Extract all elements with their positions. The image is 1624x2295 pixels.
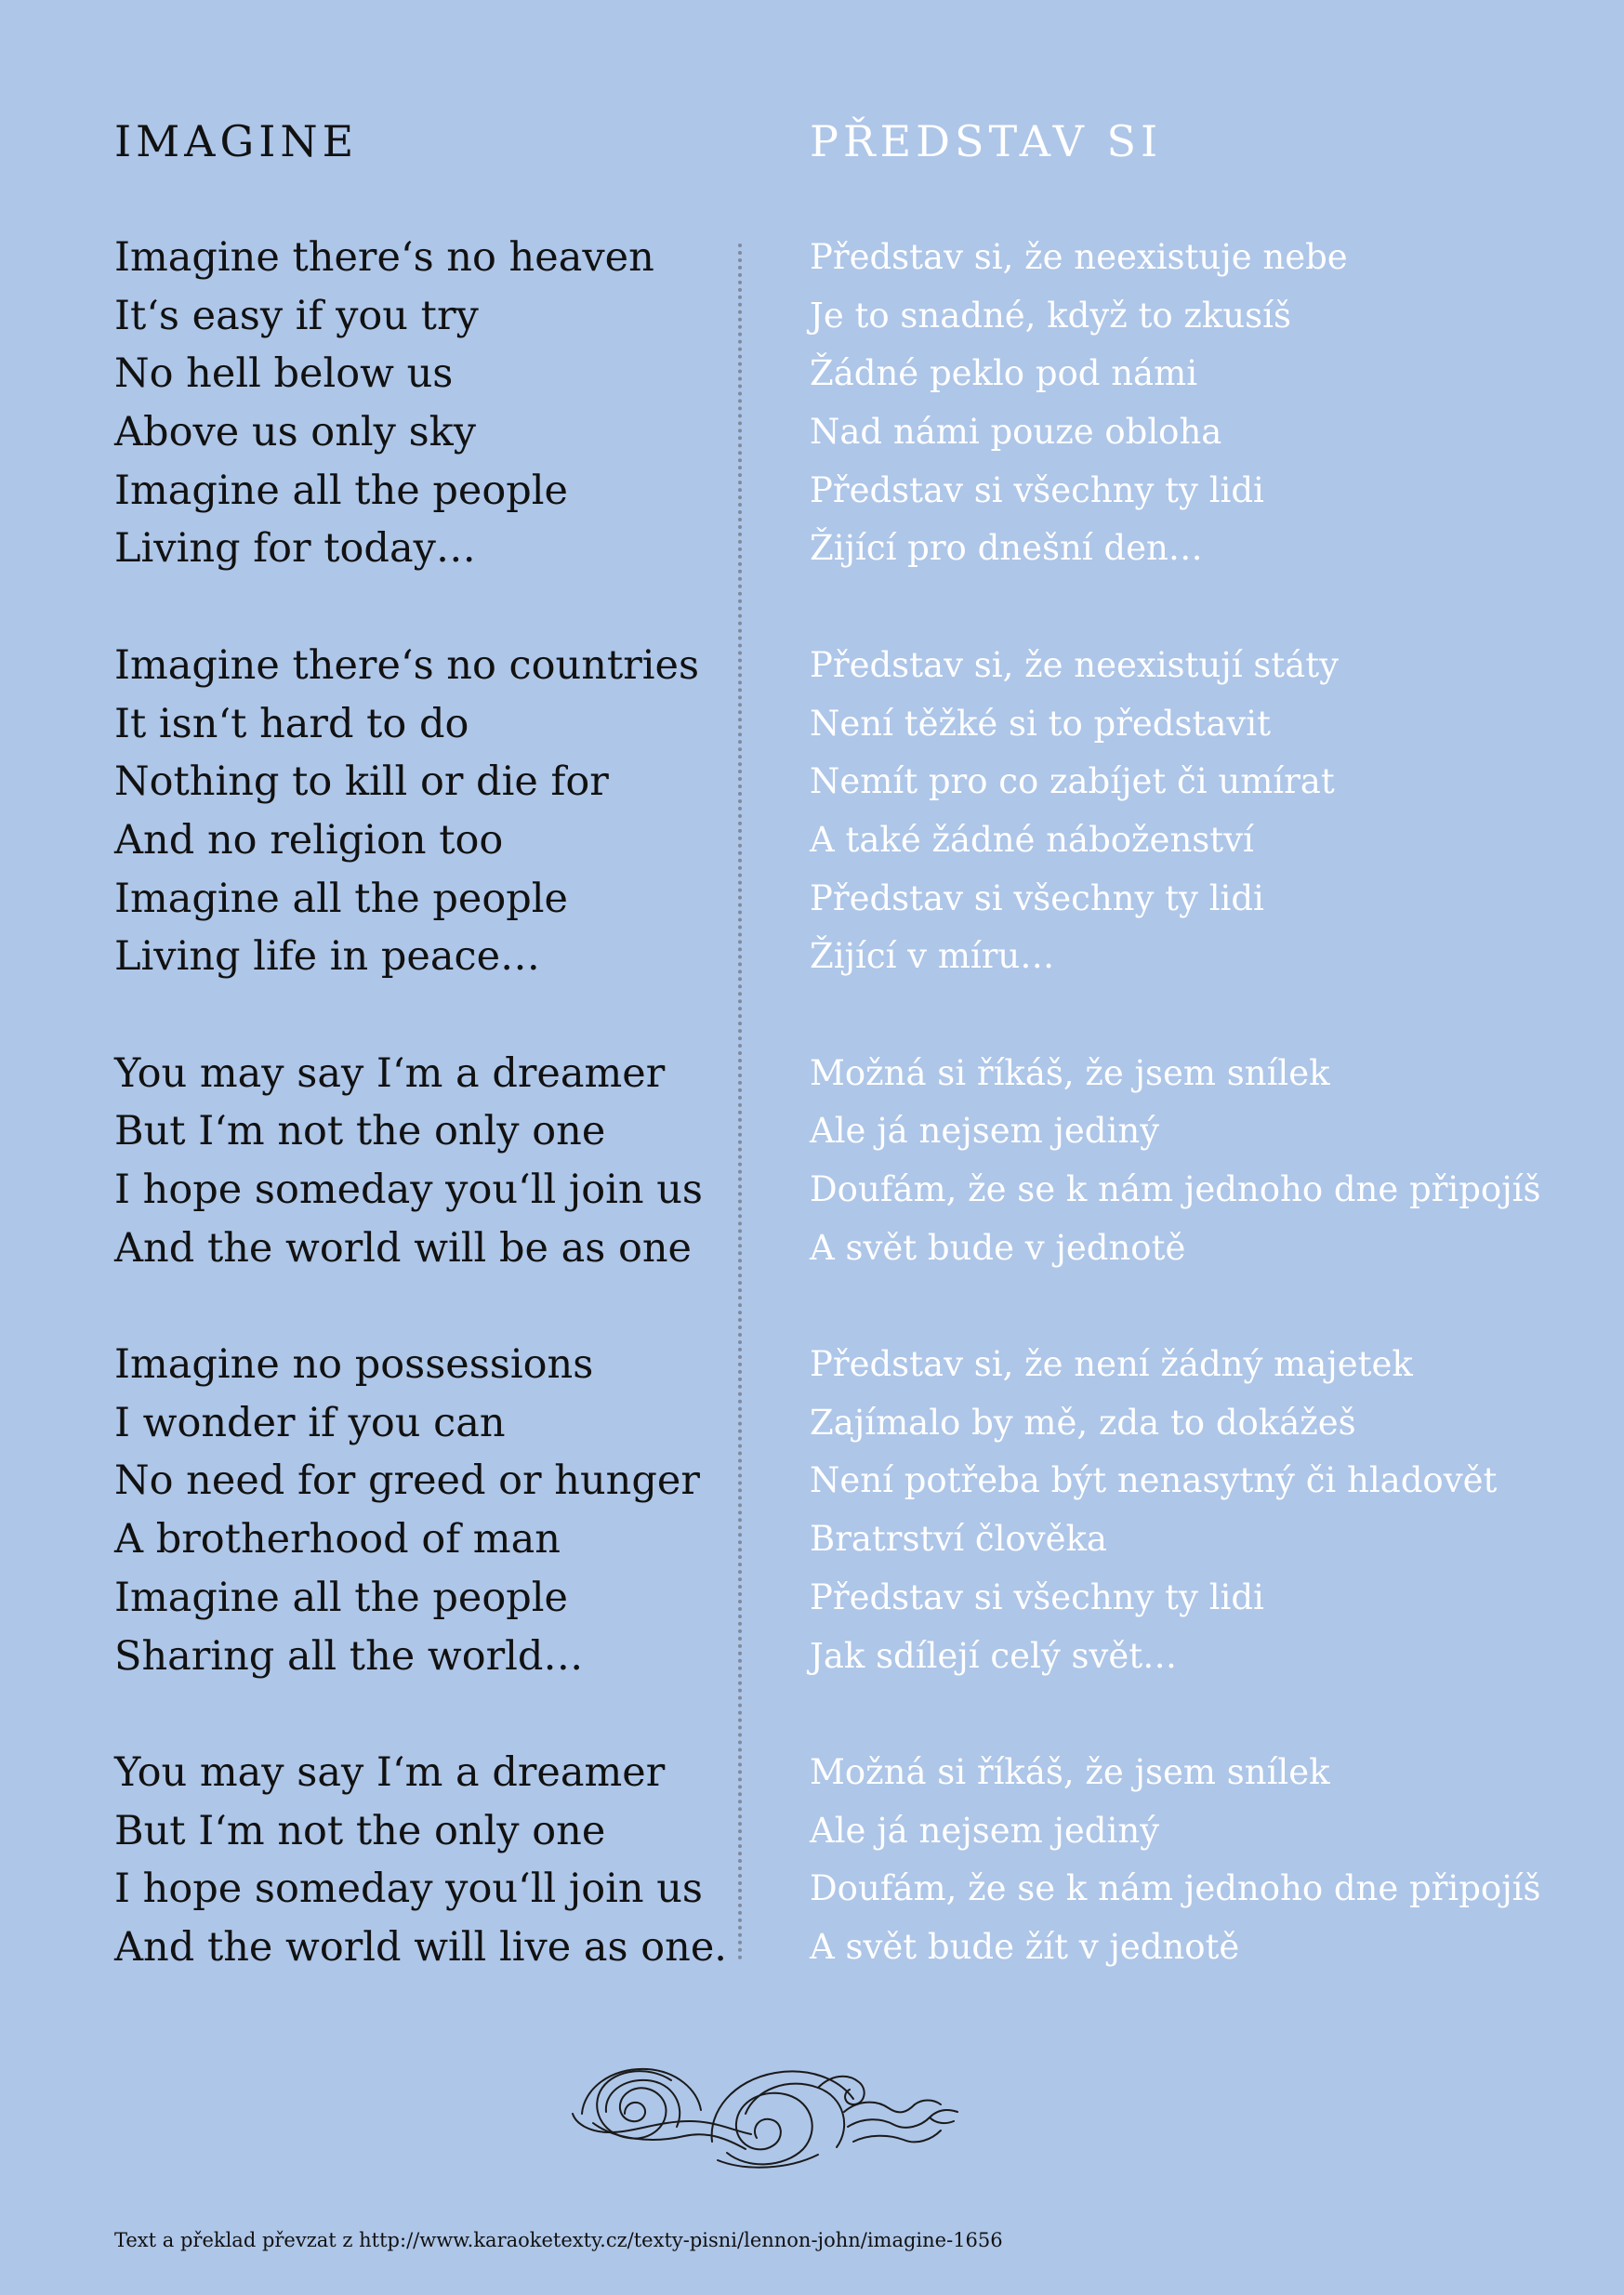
cs-lyric-line: Představ si, že neexistují státy <box>810 644 1340 685</box>
czech-lyrics <box>810 229 1541 1977</box>
cs-lyric-line: A svět bude v jednotě <box>810 1227 1186 1268</box>
en-lyric-line: I hope someday you‘ll join us <box>114 1866 703 1913</box>
en-lyric-line: A brotherhood of man <box>114 1516 561 1563</box>
en-lyric-line: You may say I‘m a dreamer <box>114 1748 666 1796</box>
en-lyric-line: I hope someday you‘ll join us <box>114 1167 703 1213</box>
en-lyric-line: It isn‘t hard to do <box>114 700 469 747</box>
english-title: IMAGINE <box>114 116 359 166</box>
stanza-gap <box>810 578 1541 637</box>
en-lyric-line: Imagine there‘s no heaven <box>114 234 654 281</box>
stanza-gap <box>114 986 727 1045</box>
stanza-gap <box>114 578 727 637</box>
en-lyric-line: Nothing to kill or die for <box>114 758 609 806</box>
en-lyric-line: Living for today… <box>114 525 476 573</box>
en-lyric-line: Sharing all the world… <box>114 1632 584 1680</box>
cs-lyric-line: Představ si, že neexistuje nebe <box>810 237 1348 277</box>
english-lyrics <box>114 229 727 1977</box>
en-lyric-line: And no religion too <box>114 816 504 864</box>
cs-lyric-line: Představ si, že není žádný majetek <box>810 1344 1413 1385</box>
cs-lyric-line: Možná si říkáš, že jsem snílek <box>810 1052 1330 1093</box>
cs-lyric-line: A také žádné náboženství <box>810 819 1254 860</box>
cs-lyric-line: A svět bude žít v jednotě <box>810 1926 1240 1967</box>
en-lyric-line: Imagine no possessions <box>114 1341 594 1389</box>
dotted-divider <box>738 244 742 1961</box>
en-lyric-line: Above us only sky <box>114 409 477 456</box>
en-lyric-line: And the world will live as one. <box>114 1923 727 1971</box>
cs-lyric-line: Ale já nejsem jediný <box>810 1111 1160 1152</box>
en-lyric-line: Imagine all the people <box>114 875 568 922</box>
cs-lyric-line: Zajímalo by mě, zda to dokážeš <box>810 1402 1356 1443</box>
czech-title: PŘEDSTAV SI <box>810 116 1163 166</box>
cs-lyric-line: Jak sdílejí celý svět… <box>810 1635 1178 1676</box>
source-note: Text a překlad převzat z http://www.karaoketexty.cz/texty-pisni/lennon-john/imagine-1656 <box>114 2229 1003 2251</box>
cs-lyric-line: Žijící v míru… <box>810 936 1055 977</box>
cs-lyric-line: Bratrství člověka <box>810 1519 1107 1560</box>
en-lyric-line: Imagine all the people <box>114 467 568 514</box>
cs-lyric-line: Představ si všechny ty lidi <box>810 1576 1264 1617</box>
cs-lyric-line: Žijící pro dnešní den… <box>810 528 1203 569</box>
cs-lyric-line: Představ si všechny ty lidi <box>810 469 1264 510</box>
stanza-gap <box>810 986 1541 1045</box>
cs-lyric-line: Není potřeba být nenasytný či hladovět <box>810 1460 1498 1501</box>
cs-lyric-line: Možná si říkáš, že jsem snílek <box>810 1751 1330 1792</box>
en-lyric-line: But I‘m not the only one <box>114 1807 606 1854</box>
en-lyric-line: Living life in peace… <box>114 933 541 981</box>
stanza-gap <box>810 1277 1541 1336</box>
en-lyric-line: I wonder if you can <box>114 1399 506 1446</box>
cs-lyric-line: Je to snadné, když to zkusíš <box>810 295 1291 336</box>
en-lyric-line: Imagine there‘s no countries <box>114 641 700 689</box>
cs-lyric-line: Není těžké si to představit <box>810 703 1271 744</box>
cs-lyric-line: Doufám, že se k nám jednoho dne připojíš <box>810 1169 1541 1209</box>
cs-lyric-line: Doufám, že se k nám jednoho dne připojíš <box>810 1868 1541 1909</box>
decorative-swirl-icon <box>569 2056 963 2171</box>
en-lyric-line: No hell below us <box>114 350 454 398</box>
en-lyric-line: Imagine all the people <box>114 1574 568 1621</box>
en-lyric-line: You may say I‘m a dreamer <box>114 1049 666 1097</box>
cs-lyric-line: Ale já nejsem jediný <box>810 1810 1160 1851</box>
cs-lyric-line: Žádné peklo pod námi <box>810 353 1198 394</box>
stanza-gap <box>114 1685 727 1744</box>
en-lyric-line: But I‘m not the only one <box>114 1108 606 1155</box>
en-lyric-line: No need for greed or hunger <box>114 1457 700 1505</box>
stanza-gap <box>114 1277 727 1336</box>
stanza-gap <box>810 1685 1541 1744</box>
cs-lyric-line: Nemít pro co zabíjet či umírat <box>810 761 1335 802</box>
en-lyric-line: And the world will be as one <box>114 1224 693 1272</box>
en-lyric-line: It‘s easy if you try <box>114 292 479 339</box>
cs-lyric-line: Nad námi pouze obloha <box>810 412 1222 453</box>
cs-lyric-line: Představ si všechny ty lidi <box>810 877 1264 918</box>
